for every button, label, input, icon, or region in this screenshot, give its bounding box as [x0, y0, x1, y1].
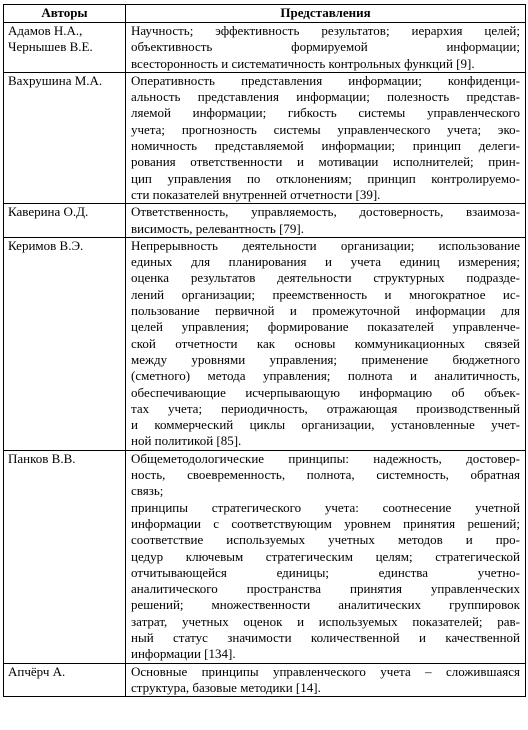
view-text-line: решений; множественности аналитических группировок: [131, 597, 520, 613]
views-cell: [126, 204, 526, 238]
views-cell: [126, 237, 526, 450]
table-row: [4, 450, 526, 663]
view-text-line: отчитывающейся единицы; единства учетно-: [131, 564, 520, 580]
view-text-line: информации [134].: [131, 646, 236, 662]
table-row: [4, 237, 526, 450]
author-name-line: Каверина О.Д.: [8, 204, 89, 220]
view-text-line: ской отчетности как основы коммуникационных связей: [131, 335, 520, 351]
author-name-line: Панков В.В.: [8, 450, 76, 466]
view-text-line: ность, своевременность, полнота, системность, обратная: [131, 467, 520, 483]
view-text-line: рования ответственности и мотивации исполнителей; прин-: [131, 154, 520, 170]
view-text-line: альность представления информации; полезность представ-: [131, 89, 520, 105]
view-text-line: (сметного) метода управления; полнота и аналитичность,: [131, 368, 520, 384]
view-text-line: обеспечивающие исчерпывающую информацию об объек-: [131, 384, 520, 400]
view-text-line: цип управления по отклонениям; принцип контролируемо-: [131, 170, 520, 186]
view-text-line: между уровнями управления; применение бюджетного: [131, 351, 520, 367]
author-cell: [4, 450, 126, 663]
view-text-line: ной политикой [85].: [131, 433, 242, 449]
view-text-line: объективность формируемой информации;: [131, 39, 520, 55]
table-header-row: [4, 5, 526, 23]
view-text-line: целей управления; формирование показателей управленче-: [131, 319, 520, 335]
table-row: [4, 204, 526, 238]
view-text-line: информации с соответствующим уровнем принятия решений;: [131, 515, 520, 531]
view-text-line: структура, базовые методики [14].: [131, 679, 321, 695]
table-row: [4, 23, 526, 73]
view-text-line: висимость, релевантность [79].: [131, 220, 304, 236]
view-text-line: оценка результатов деятельности структурных подразде-: [131, 270, 520, 286]
table-row: [4, 72, 526, 203]
principles-table: [3, 4, 526, 697]
author-name-line: Вахрушина М.А.: [8, 72, 103, 88]
view-text-line: пользование первичной и промежуточной информации для: [131, 303, 520, 319]
view-text-line: номичность представляемой информации; принцип делеги-: [131, 138, 520, 154]
author-name-line: Чернышев В.Е.: [8, 39, 93, 55]
view-text-line: цедур ключевым стратегическим целям; стратегической: [131, 548, 520, 564]
views-cell: [126, 450, 526, 663]
view-text-line: соответствие используемых учетных методов и про-: [131, 532, 520, 548]
header-authors: Авторы: [4, 5, 126, 23]
view-text-line: Оперативность представления информации; конфиденци-: [131, 72, 520, 88]
view-text-line: принципы стратегического учета: соотнесение учетной: [131, 499, 520, 515]
view-text-line: Ответственность, управляемость, достоверность, взаимоза-: [131, 204, 520, 220]
view-text-line: связь;: [131, 483, 164, 499]
author-cell: [4, 204, 126, 238]
author-cell: [4, 23, 126, 73]
author-name-line: Адамов Н.А.,: [8, 23, 83, 38]
views-cell: [126, 663, 526, 697]
header-views: Представления: [126, 5, 526, 23]
table-row: [4, 663, 526, 697]
views-cell: [126, 72, 526, 203]
views-cell: [126, 23, 526, 73]
author-name-line: Керимов В.Э.: [8, 237, 84, 253]
view-text-line: Основные принципы управленческого учета – сложившаяся: [131, 663, 520, 679]
view-text-line: учета; прогнозность системы управленческого учета; эко-: [131, 121, 520, 137]
view-text-line: ный статус значимости количественной и качественной: [131, 629, 520, 645]
view-text-line: ляемой информации; гибкость системы управленческого: [131, 105, 520, 121]
view-text-line: затрат, учетных оценок и используемых показателей; рав-: [131, 613, 520, 629]
view-text-line: Научность; эффективность результатов; иерархия целей;: [131, 23, 520, 38]
view-text-line: Непрерывность деятельности организации; использование: [131, 237, 520, 253]
view-text-line: всесторонность и систематичность контрольных функций [9].: [131, 55, 475, 71]
author-cell: [4, 72, 126, 203]
view-text-line: единых для планирования и учета единиц измерения;: [131, 254, 520, 270]
view-text-line: и коммерческий циклы организации, установленные учет-: [131, 417, 520, 433]
view-text-line: лений организации; преемственность и многократное ис-: [131, 286, 520, 302]
view-text-line: тах учета; периодичность, отражающая производственный: [131, 400, 520, 416]
view-text-line: Общеметодологические принципы: надежность, достовер-: [131, 450, 520, 466]
author-cell: [4, 663, 126, 697]
author-name-line: Апчёрч А.: [8, 663, 66, 679]
table-body: [4, 23, 526, 697]
author-cell: [4, 237, 126, 450]
view-text-line: сти показателей внутренней отчетности [39].: [131, 186, 381, 202]
view-text-line: аналитического пространства принятия управленческих: [131, 581, 520, 597]
